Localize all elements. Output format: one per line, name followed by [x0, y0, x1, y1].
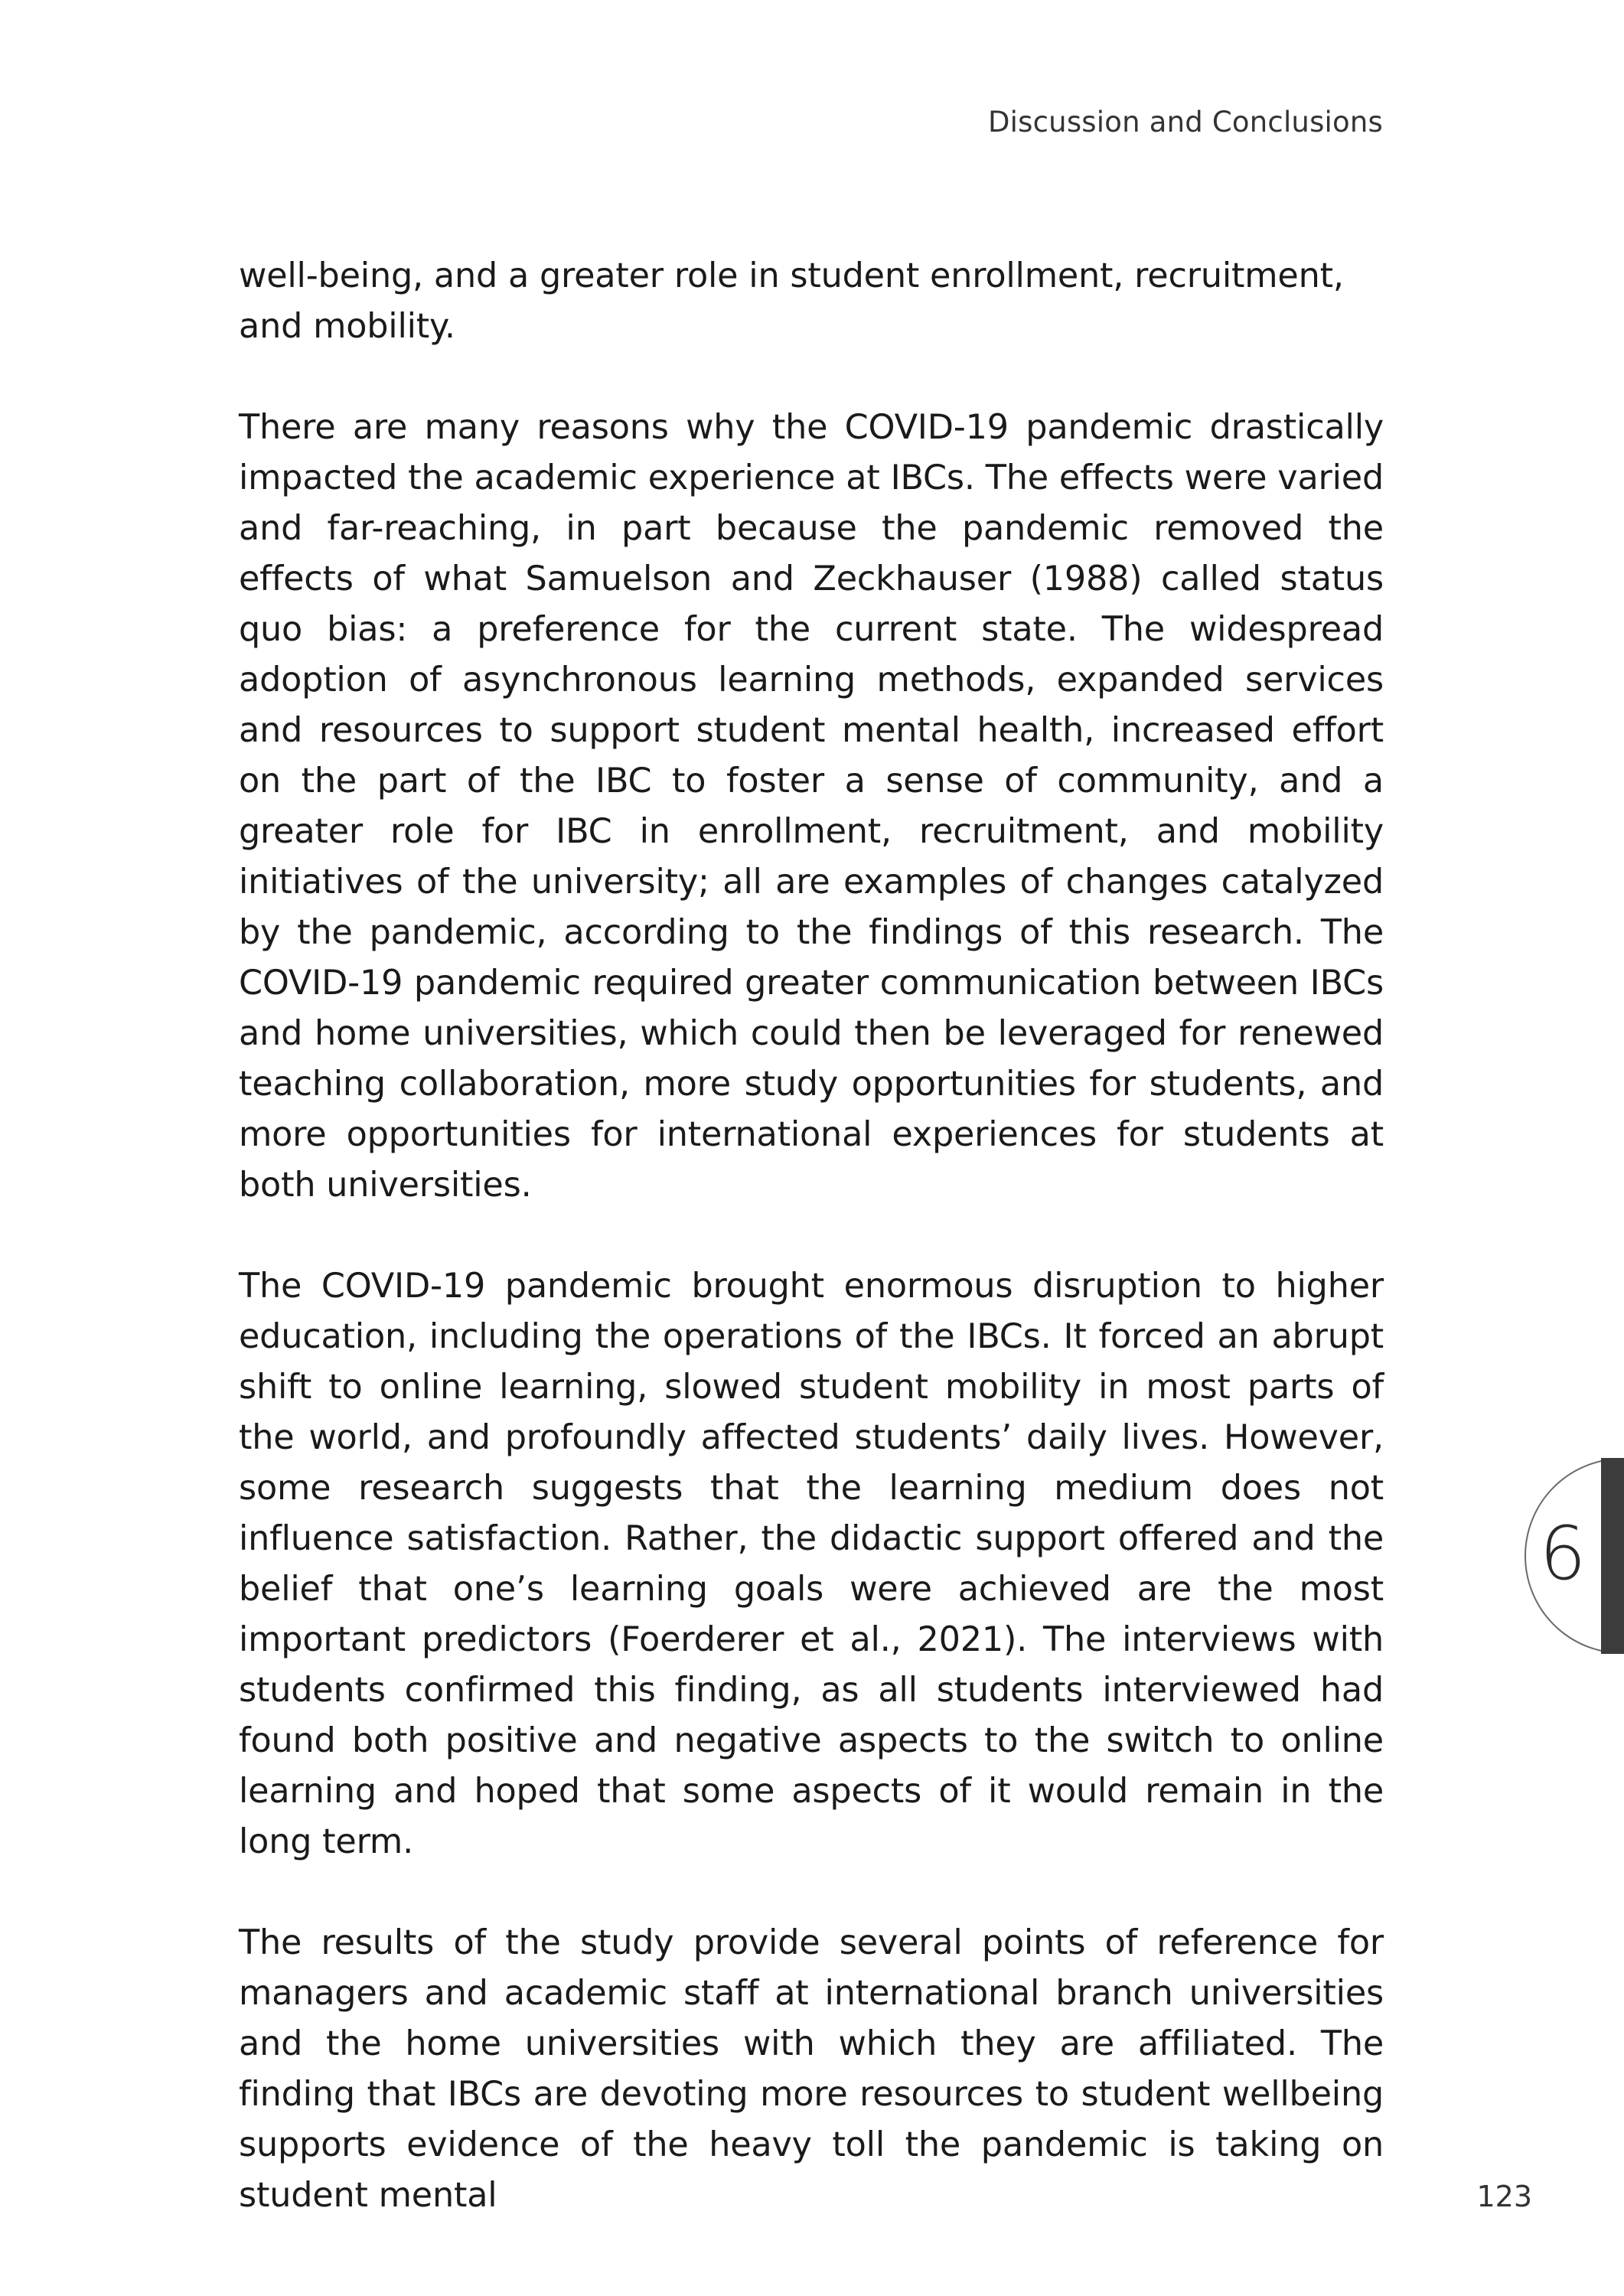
chapter-number: 6	[1539, 1511, 1586, 1596]
paragraph: There are many reasons why the COVID-19 pandemic drastically impacted the academic experience at IBCs. The effects were varied and far-reaching, in part because the pandemic removed the effects of what Samuelson and Zeckhauser (1988) called status quo bias: a preference for the current state. The widespread adoption of asynchronous learning methods, expanded services and resources to support student mental health, increased effort on the part of the IBC to foster a sense of community, and a greater role for IBC in enrollment, recruitment, and mobility initiatives of the university; all are examples of changes catalyzed by the pandemic, according to the findings of this research. The COVID-19 pandemic required greater communication between IBCs and home universities, which could then be leveraged for renewed teaching collaboration, more study opportunities for students, and more opportunities for international experiences for students at both universities.	[239, 408, 1384, 1205]
body-text	[239, 251, 1384, 2272]
page-number: 123	[1476, 2180, 1532, 2213]
running-header: Discussion and Conclusions	[987, 106, 1383, 139]
paragraph: well-being, and a greater role in student enrollment, recruitment, and mobility.	[239, 256, 1344, 346]
paragraph: The COVID-19 pandemic brought enormous disruption to higher education, including the operations of the IBCs. It forced an abrupt shift to online learning, slowed student mobility in most parts of the world, and profoundly affected students’ daily lives. However, some research suggests that the learning medium does not influence satisfaction. Rather, the didactic support offered and the belief that one’s learning goals were achieved are the most important predictors (Foerderer et al., 2021). The interviews with students confirmed this finding, as all students interviewed had found both positive and negative aspects to the switch to online learning and hoped that some aspects of it would remain in the long term.	[239, 1267, 1384, 1861]
chapter-tab-bar	[1601, 1458, 1624, 1654]
paragraph: The results of the study provide several points of reference for managers and academic staff at international branch universities and the home universities with which they are affiliated. The finding that IBCs are devoting more resources to student wellbeing supports evidence of the heavy toll the pandemic is taking on student mental	[239, 1923, 1384, 2215]
